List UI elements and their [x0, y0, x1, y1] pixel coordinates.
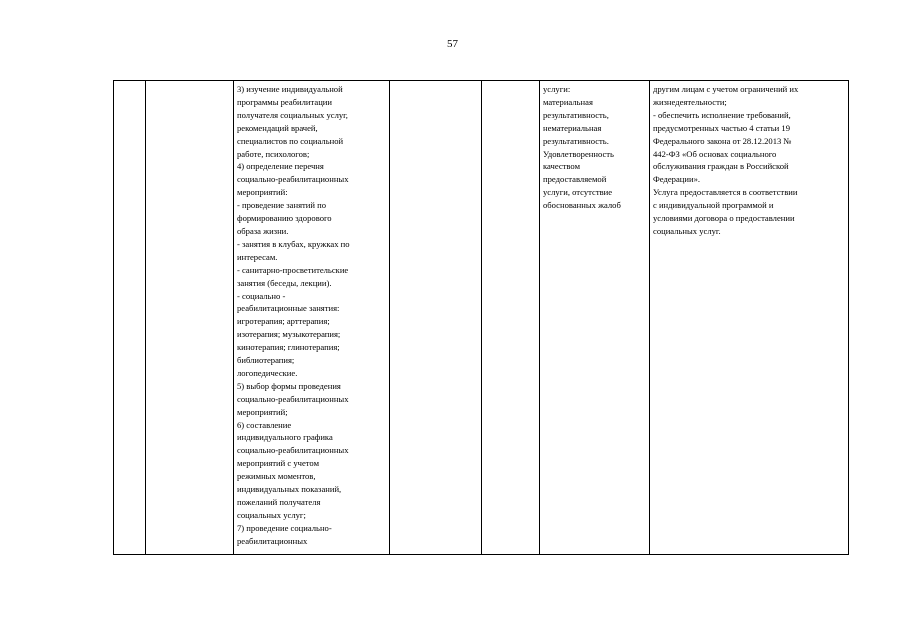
cell-service-name [146, 81, 234, 555]
table-row [114, 81, 849, 555]
cell-rate [482, 81, 540, 555]
cell-deadline [390, 81, 482, 555]
cell-number [114, 81, 146, 555]
cell-conditions: другим лицам с учетом ограничений их жизнедеятельности; - обеспечить исполнение требований, предусмотренных частью 4 статьи 19 Федерального закона от 28.12.2013 № 442-ФЗ «Об основах социального обслуживания граждан в Российской Федерации». Услуга предоставляется в соответствии с индивидуальной программой и условиями договора о предоставлении социальных услуг. [650, 81, 849, 555]
cell-quality-indicators: услуги: материальная результативность, нематериальная результативность. Удовлетворенность качеством предоставляемой услуги, отсутствие обоснованных жалоб [540, 81, 650, 555]
page-number: 57 [447, 38, 458, 50]
services-table [113, 80, 849, 555]
cell-service-description: 3) изучение индивидуальной программы реабилитации получателя социальных услуг, рекомендаций врачей, специалистов по социальной работе, психологов; 4) определение перечня социально-реабилитационных мероприятий: - проведение занятий по формированию здорового образа жизни. - занятия в клубах, кружках по интересам. - санитарно-просветительские занятия (беседы, лекции). - социально - реабилитационные занятия: игротерапия; арттерапия; изотерапия; музыкотерапия; кинотерапия; глинотерапия; библиотерапия; логопедические. 5) выбор формы проведения социально-реабилитационных мероприятий; 6) составление индивидуального графика социально-реабилитационных мероприятий с учетом режимных моментов, индивидуальных показаний, пожеланий получателя социальных услуг; 7) проведение социально- реабилитационных [234, 81, 390, 555]
